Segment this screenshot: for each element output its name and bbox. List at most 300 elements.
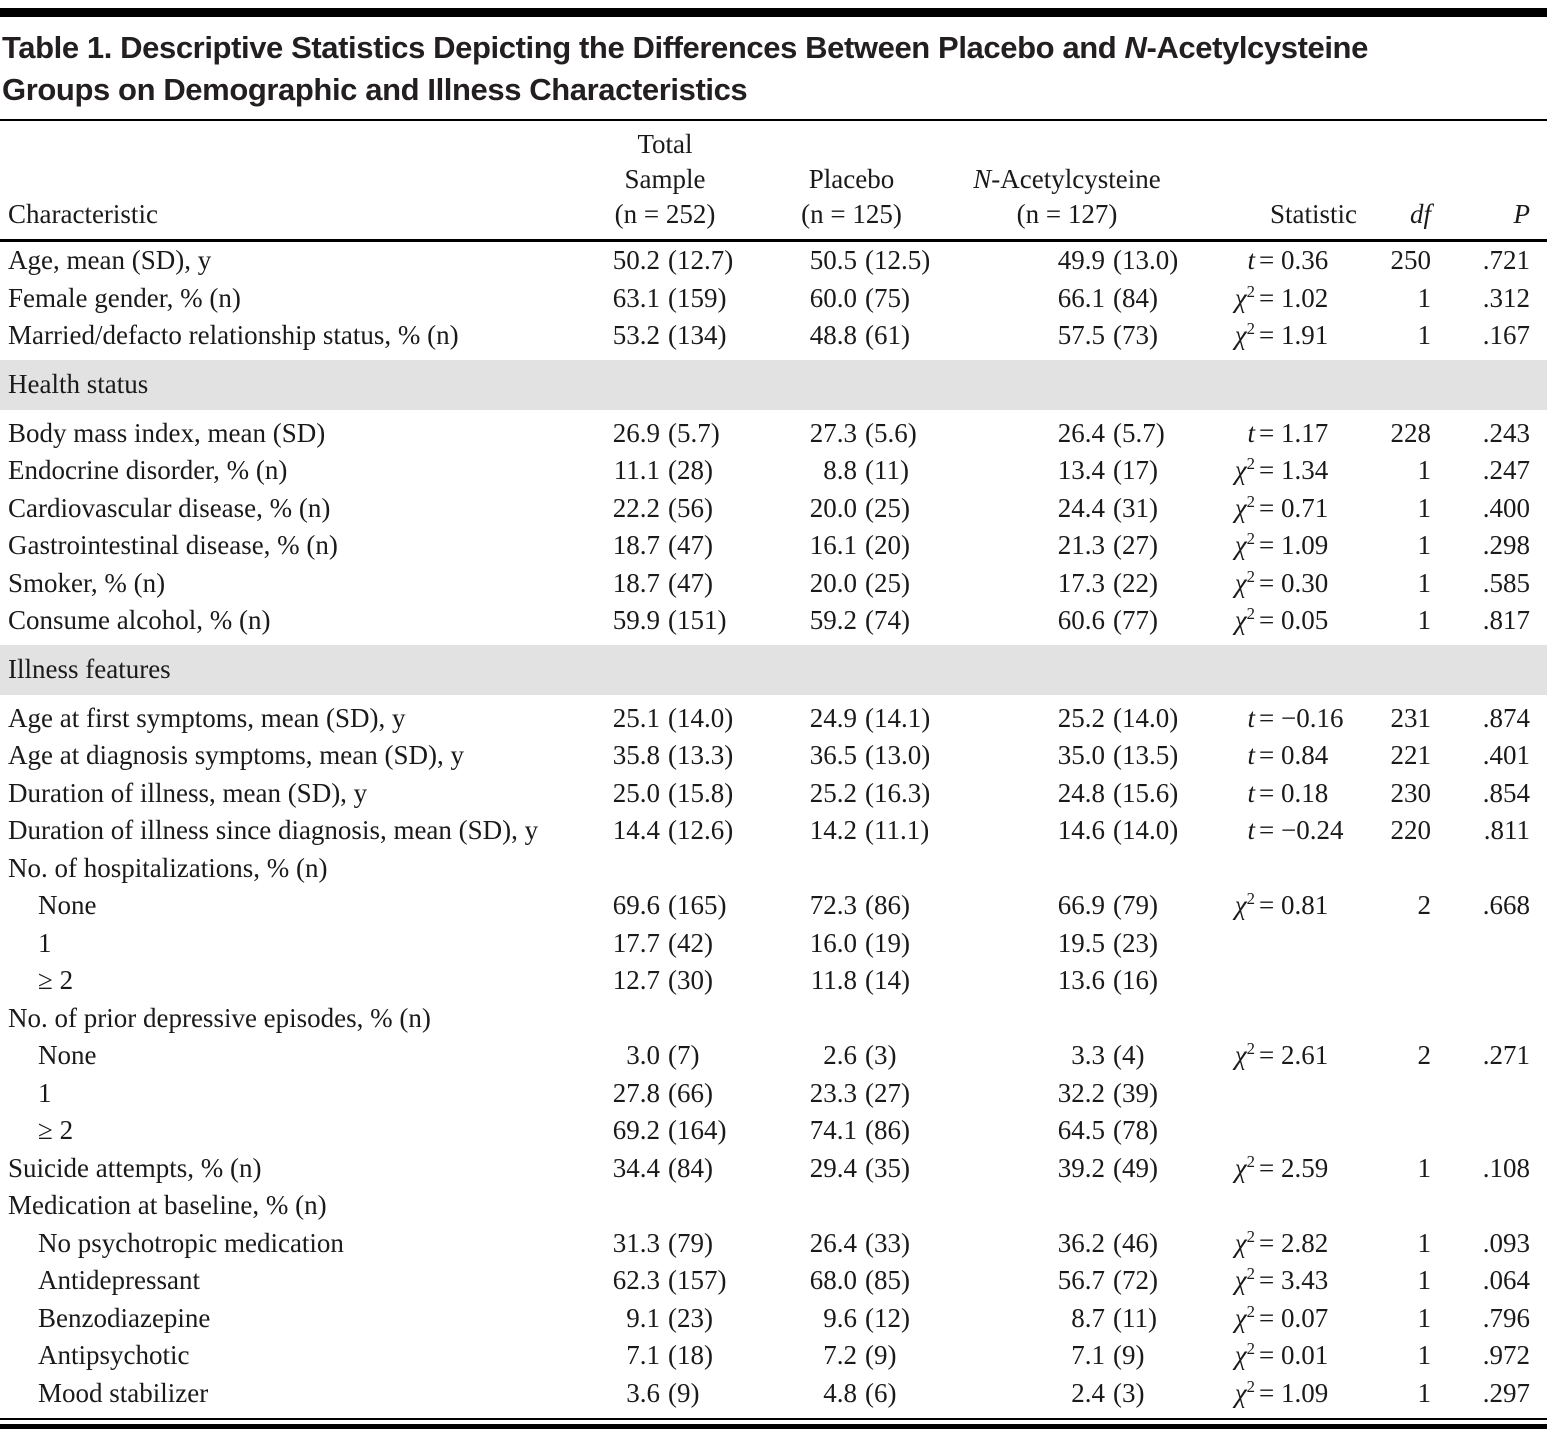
cell-p: .093 [1482,1227,1530,1258]
cell-df: 1 [1417,530,1431,560]
table-body [0,242,1547,1412]
title-italic-n: N [1124,30,1147,65]
cell-placebo-value: 20.0 [809,492,857,523]
cell-nac-n: (5.7) [1113,417,1165,448]
cell-placebo-value: 24.9 [809,702,857,733]
column-header-n-acetylcysteine: N-Acetylcysteine (n = 127) [973,164,1161,229]
cell-total-n: (151) [668,605,727,635]
cell-df: 250 [1390,245,1431,275]
cell-statistic-symbol: $\chi^2$ [1234,604,1255,635]
row-label: None [38,1040,97,1070]
table-row-1 [0,1075,1547,1113]
cell-nac-value: 25.2 [1057,702,1105,733]
cell-nac-value: 57.5 [1057,320,1105,350]
cell-placebo-n: (9) [865,1340,897,1370]
cell-statistic-value: = −0.16 [1259,702,1344,733]
cell-total-n: (14.0) [668,702,734,733]
cell-df: 1 [1417,605,1431,635]
cell-nac-n: (77) [1113,605,1158,635]
cell-placebo-value: 2.6 [823,1040,857,1070]
cell-nac-n: (39) [1113,1077,1158,1108]
group-row-no-of-prior-depressive-episodes-n [0,1000,1547,1038]
cell-placebo-n: (25) [865,492,910,523]
cell-nac-n: (73) [1113,320,1158,350]
table-row-2 [0,962,1547,1000]
cell-p: .243 [1482,417,1530,448]
cell-nac-n: (46) [1113,1227,1158,1258]
cell-p: .312 [1482,282,1530,313]
cell-total-value: 63.1 [612,282,660,313]
bottom-rule [0,1418,1547,1429]
row-label: No psychotropic medication [38,1227,344,1258]
cell-nac-n: (31) [1113,492,1158,523]
cell-nac-value: 14.6 [1057,815,1105,845]
row-label: Duration of illness, mean (SD), y [8,777,368,808]
cell-p: .854 [1482,777,1530,808]
cell-total-n: (23) [668,1302,713,1333]
column-header-total-sample: Total Sample (n = 252) [614,129,716,229]
cell-nac-n: (14.0) [1113,815,1179,845]
cell-statistic-value: = 0.71 [1259,492,1329,523]
cell-placebo-n: (25) [865,567,910,598]
cell-total-n: (165) [668,890,727,920]
cell-statistic-value: = 2.59 [1259,1152,1329,1183]
cell-p: .400 [1482,492,1530,523]
cell-total-n: (9) [668,1377,700,1408]
cell-placebo-n: (12) [865,1302,910,1333]
row-label: Cardiovascular disease, % (n) [8,492,331,523]
cell-placebo-value: 27.3 [809,417,857,448]
cell-placebo-n: (13.0) [865,740,931,770]
cell-statistic-symbol: $\chi^2$ [1234,281,1255,313]
cell-nac-value: 56.7 [1057,1265,1105,1295]
title-text: -Acetylcysteine [1146,30,1368,65]
cell-total-value: 3.6 [626,1377,660,1408]
cell-statistic-value: = 3.43 [1259,1265,1329,1295]
row-label: ≥ 2 [38,965,74,995]
cell-statistic-value: = 1.17 [1259,417,1329,448]
cell-total-value: 3.0 [626,1040,660,1070]
cell-statistic-value: = 1.91 [1259,320,1329,350]
cell-nac-value: 64.5 [1057,1115,1105,1145]
cell-total-value: 17.7 [612,927,660,958]
cell-nac-value: 32.2 [1057,1077,1105,1108]
cell-total-value: 35.8 [612,740,660,770]
cell-nac-value: 66.1 [1057,282,1105,313]
table-row-female-gender-n [0,280,1547,318]
cell-placebo-n: (75) [865,282,910,313]
cell-nac-n: (49) [1113,1152,1158,1183]
row-label: 1 [38,1077,52,1108]
cell-statistic-value: = 1.02 [1259,282,1329,313]
table-row-1 [0,925,1547,963]
cell-p: .874 [1482,702,1530,733]
table-title-line-1 [2,27,1547,69]
row-label: Gastrointestinal disease, % (n) [8,530,338,560]
cell-nac-n: (84) [1113,282,1158,313]
cell-statistic-value: = 0.81 [1259,890,1329,920]
cell-total-value: 59.9 [612,605,660,635]
column-header-df: df [1409,199,1431,229]
cell-total-n: (134) [668,320,727,350]
cell-placebo-value: 4.8 [823,1377,857,1408]
cell-p: .972 [1482,1340,1530,1370]
cell-placebo-value: 59.2 [809,605,857,635]
cell-statistic-value: = 0.36 [1259,245,1329,275]
row-label: ≥ 2 [38,1115,74,1145]
table-header-row [0,121,1547,239]
row-label: Suicide attempts, % (n) [8,1152,262,1183]
cell-total-n: (12.6) [668,815,734,845]
cell-total-n: (15.8) [668,777,734,808]
cell-nac-value: 13.6 [1057,965,1105,995]
cell-placebo-value: 14.2 [809,815,857,845]
cell-placebo-value: 74.1 [809,1115,857,1145]
cell-placebo-n: (5.6) [865,417,917,448]
cell-placebo-value: 68.0 [809,1265,857,1295]
cell-nac-value: 24.8 [1057,777,1105,808]
cell-placebo-n: (14) [865,965,910,995]
cell-statistic-symbol: $\chi^2$ [1234,1376,1255,1408]
cell-total-n: (5.7) [668,417,720,448]
cell-nac-value: 36.2 [1057,1227,1105,1258]
cell-total-value: 53.2 [612,320,660,350]
cell-total-value: 69.6 [612,890,660,920]
cell-total-n: (84) [668,1152,713,1183]
cell-df: 1 [1417,1377,1431,1408]
cell-total-value: 18.7 [612,530,660,560]
cell-statistic-value: = 0.84 [1259,740,1329,770]
cell-statistic-symbol: $\chi^2$ [1234,319,1255,350]
table-row-smoker-n [0,565,1547,603]
row-label: Endocrine disorder, % (n) [8,455,288,485]
cell-statistic-value: = 2.82 [1259,1227,1329,1258]
top-rule [0,8,1547,17]
cell-total-n: (159) [668,282,727,313]
cell-statistic-value: = 0.01 [1259,1340,1329,1370]
table-row-none [0,887,1547,925]
cell-placebo-value: 36.5 [809,740,857,770]
cell-nac-value: 49.9 [1057,245,1105,275]
cell-statistic-symbol: $\chi^2$ [1234,491,1255,523]
cell-nac-n: (3) [1113,1377,1145,1408]
cell-total-n: (157) [668,1265,727,1295]
cell-placebo-n: (86) [865,1115,910,1145]
cell-placebo-n: (20) [865,530,910,560]
cell-placebo-value: 60.0 [809,282,857,313]
cell-total-value: 11.1 [613,455,660,485]
cell-df: 2 [1417,890,1431,920]
row-label: Consume alcohol, % (n) [8,605,271,635]
cell-statistic-value: = 1.09 [1259,1377,1329,1408]
cell-statistic-symbol: t [1247,815,1255,845]
row-label: Antidepressant [38,1265,200,1295]
cell-placebo-value: 11.8 [810,965,857,995]
cell-p: .271 [1482,1040,1530,1070]
cell-nac-value: 17.3 [1057,567,1105,598]
table-title-line-2: Groups on Demographic and Illness Characteristics [2,72,748,107]
cell-df: 2 [1417,1040,1431,1070]
cell-placebo-n: (11) [865,455,909,485]
cell-df: 228 [1390,417,1431,448]
cell-nac-n: (23) [1113,927,1158,958]
row-label: Age at first symptoms, mean (SD), y [8,702,406,733]
cell-statistic-value: = 0.05 [1259,605,1329,635]
cell-nac-n: (78) [1113,1115,1158,1145]
cell-placebo-n: (61) [865,320,910,350]
cell-total-value: 7.1 [626,1340,660,1370]
cell-statistic-symbol: $\chi^2$ [1234,454,1255,485]
cell-p: .811 [1483,815,1530,845]
title-text: Table 1. Descriptive Statistics Depicting the Differences Between Placebo and [2,30,1125,65]
cell-placebo-n: (35) [865,1152,910,1183]
table-row-duration-of-illness-mean-sd-y [0,775,1547,813]
cell-df: 1 [1417,492,1431,523]
cell-placebo-value: 25.2 [809,777,857,808]
row-label: Smoker, % (n) [8,567,166,598]
section-row-illness-features: Illness features [0,645,1547,695]
cell-placebo-value: 23.3 [809,1077,857,1108]
cell-nac-n: (17) [1113,455,1158,485]
cell-nac-n: (14.0) [1113,702,1179,733]
row-label: No. of prior depressive episodes, % (n) [8,1002,431,1033]
section-row-health-status: Health status [0,360,1547,410]
cell-statistic-symbol: $\chi^2$ [1234,529,1255,560]
cell-statistic-symbol: t [1247,417,1255,448]
cell-total-n: (47) [668,567,713,598]
cell-nac-value: 21.3 [1057,530,1105,560]
cell-nac-n: (4) [1113,1040,1145,1070]
table-row-gastrointestinal-disease-n [0,527,1547,565]
cell-statistic-value: = 2.61 [1259,1040,1329,1070]
cell-total-value: 50.2 [612,245,660,275]
table-1-descriptive-statistics [0,8,1547,1429]
table-row-antipsychotic [0,1337,1547,1375]
cell-total-value: 31.3 [612,1227,660,1258]
cell-total-n: (56) [668,492,713,523]
cell-nac-n: (13.5) [1113,740,1179,770]
table-row-consume-alcohol-n [0,602,1547,640]
row-label: Benzodiazepine [38,1302,211,1333]
table-row-2 [0,1112,1547,1150]
cell-statistic-value: = −0.24 [1259,815,1344,845]
cell-placebo-n: (14.1) [865,702,931,733]
cell-statistic-value: = 0.18 [1259,777,1329,808]
row-label: None [38,890,97,920]
table-row-antidepressant [0,1262,1547,1300]
cell-nac-value: 66.9 [1057,890,1105,920]
cell-total-n: (164) [668,1115,727,1145]
cell-nac-value: 19.5 [1057,927,1105,958]
cell-df: 1 [1417,455,1431,485]
cell-nac-n: (11) [1113,1302,1157,1333]
cell-placebo-n: (85) [865,1265,910,1295]
column-header-statistic: Statistic [1270,199,1357,229]
table-row-mood-stabilizer [0,1375,1547,1413]
cell-placebo-value: 16.1 [809,530,857,560]
cell-nac-n: (22) [1113,567,1158,598]
cell-df: 1 [1417,1302,1431,1333]
cell-total-value: 62.3 [612,1265,660,1295]
row-label: Body mass index, mean (SD) [8,417,326,448]
row-label: Age, mean (SD), y [8,245,212,275]
cell-placebo-n: (12.5) [865,245,931,275]
cell-total-n: (12.7) [668,245,734,275]
cell-statistic-value: = 0.07 [1259,1302,1329,1333]
cell-nac-value: 13.4 [1057,455,1105,485]
table-row-no-psychotropic-medication [0,1225,1547,1263]
table-row-cardiovascular-disease-n [0,490,1547,528]
cell-df: 1 [1417,1340,1431,1370]
cell-placebo-value: 72.3 [809,890,857,920]
cell-statistic-symbol: $\chi^2$ [1234,1226,1255,1258]
cell-total-value: 69.2 [612,1115,660,1145]
cell-df: 1 [1417,282,1431,313]
cell-p: .585 [1482,567,1530,598]
cell-p: .297 [1482,1377,1530,1408]
cell-total-value: 34.4 [612,1152,660,1183]
cell-statistic-value: = 0.30 [1259,567,1329,598]
cell-statistic-symbol: $\chi^2$ [1234,1339,1255,1370]
cell-p: .167 [1482,320,1530,350]
cell-placebo-value: 48.8 [809,320,857,350]
cell-statistic-symbol: t [1247,702,1255,733]
cell-total-n: (28) [668,455,713,485]
table-row-age-at-diagnosis-symptoms-mean-sd-y [0,737,1547,775]
cell-statistic-symbol: $\chi^2$ [1234,566,1255,598]
row-label: No. of hospitalizations, % (n) [8,852,328,883]
table-row-age-at-first-symptoms-mean-sd-y [0,700,1547,738]
cell-nac-value: 3.3 [1071,1040,1105,1070]
cell-statistic-symbol: $\chi^2$ [1234,1264,1255,1295]
cell-total-value: 9.1 [626,1302,660,1333]
table-row-body-mass-index-mean-sd [0,415,1547,453]
cell-placebo-value: 26.4 [809,1227,857,1258]
cell-statistic-symbol: t [1247,740,1255,770]
cell-placebo-value: 8.8 [823,455,857,485]
cell-total-n: (42) [668,927,713,958]
cell-df: 220 [1390,815,1431,845]
cell-total-n: (30) [668,965,713,995]
cell-nac-n: (13.0) [1113,245,1179,275]
row-label: Antipsychotic [38,1340,190,1370]
cell-df: 1 [1417,567,1431,598]
cell-total-n: (79) [668,1227,713,1258]
cell-p: .817 [1482,605,1530,635]
cell-statistic-symbol: $\chi^2$ [1234,1301,1255,1333]
row-label: Age at diagnosis symptoms, mean (SD), y [8,740,464,770]
cell-statistic-value: = 1.34 [1259,455,1329,485]
cell-df: 230 [1390,777,1431,808]
cell-p: .298 [1482,530,1530,560]
row-label: Female gender, % (n) [8,282,241,313]
group-row-no-of-hospitalizations-n [0,850,1547,888]
cell-nac-value: 2.4 [1071,1377,1105,1408]
group-row-medication-at-baseline-n [0,1187,1547,1225]
cell-nac-value: 26.4 [1057,417,1105,448]
cell-placebo-value: 29.4 [809,1152,857,1183]
cell-statistic-symbol: t [1247,777,1255,808]
cell-nac-value: 24.4 [1057,492,1105,523]
table-row-married-defacto-relationship-status-n [0,317,1547,355]
cell-total-value: 25.1 [612,702,660,733]
cell-nac-n: (79) [1113,890,1158,920]
cell-total-value: 22.2 [612,492,660,523]
row-label: 1 [38,927,52,958]
cell-statistic-symbol: $\chi^2$ [1234,889,1255,920]
cell-p: .721 [1482,245,1530,275]
table-title [2,27,1547,111]
cell-nac-value: 8.7 [1071,1302,1105,1333]
cell-placebo-n: (19) [865,927,910,958]
cell-statistic-value: = 1.09 [1259,530,1329,560]
cell-placebo-n: (86) [865,890,910,920]
cell-placebo-value: 16.0 [809,927,857,958]
cell-nac-n: (72) [1113,1265,1158,1295]
cell-p: .668 [1482,890,1530,920]
cell-nac-value: 7.1 [1071,1340,1105,1370]
cell-df: 231 [1390,702,1431,733]
column-header-placebo: Placebo (n = 125) [801,164,902,229]
cell-p: .247 [1482,455,1530,485]
cell-placebo-n: (3) [865,1040,897,1070]
cell-p: .064 [1482,1265,1530,1295]
row-label: Duration of illness since diagnosis, mean (SD), y [8,815,539,845]
cell-statistic-symbol: $\chi^2$ [1234,1151,1255,1183]
cell-nac-n: (9) [1113,1340,1145,1370]
cell-placebo-value: 20.0 [809,567,857,598]
table-row-endocrine-disorder-n [0,452,1547,490]
table-row-benzodiazepine [0,1300,1547,1338]
cell-placebo-n: (27) [865,1077,910,1108]
cell-statistic-symbol: t [1247,245,1255,275]
cell-placebo-value: 9.6 [823,1302,857,1333]
table-row-duration-of-illness-since-diagnosis-mean-sd-y [0,812,1547,850]
cell-nac-n: (16) [1113,965,1158,995]
cell-placebo-value: 7.2 [823,1340,857,1370]
cell-p: .796 [1482,1302,1530,1333]
cell-total-n: (7) [668,1040,700,1070]
cell-df: 1 [1417,1227,1431,1258]
cell-placebo-n: (11.1) [865,815,930,845]
cell-df: 1 [1417,1265,1431,1295]
cell-total-value: 14.4 [612,815,660,845]
cell-placebo-value: 50.5 [809,245,857,275]
cell-p: .401 [1482,740,1530,770]
cell-total-value: 27.8 [612,1077,660,1108]
column-header-characteristic: Characteristic [8,199,158,229]
cell-statistic-symbol: $\chi^2$ [1234,1039,1255,1070]
cell-nac-value: 39.2 [1057,1152,1105,1183]
cell-total-value: 18.7 [612,567,660,598]
cell-df: 1 [1417,1152,1431,1183]
row-label: Married/defacto relationship status, % (n) [8,320,459,350]
cell-total-n: (18) [668,1340,713,1370]
row-label: Medication at baseline, % (n) [8,1190,327,1220]
cell-total-value: 12.7 [612,965,660,995]
column-header-p: P [1513,199,1530,229]
cell-total-value: 25.0 [612,777,660,808]
cell-placebo-n: (16.3) [865,777,931,808]
cell-nac-value: 35.0 [1057,740,1105,770]
cell-p: .108 [1482,1152,1530,1183]
table-row-none [0,1037,1547,1075]
table-row-age-mean-sd-y [0,242,1547,280]
table-row-suicide-attempts-n [0,1150,1547,1188]
cell-total-value: 26.9 [612,417,660,448]
cell-df: 221 [1390,740,1431,770]
cell-total-n: (13.3) [668,740,734,770]
